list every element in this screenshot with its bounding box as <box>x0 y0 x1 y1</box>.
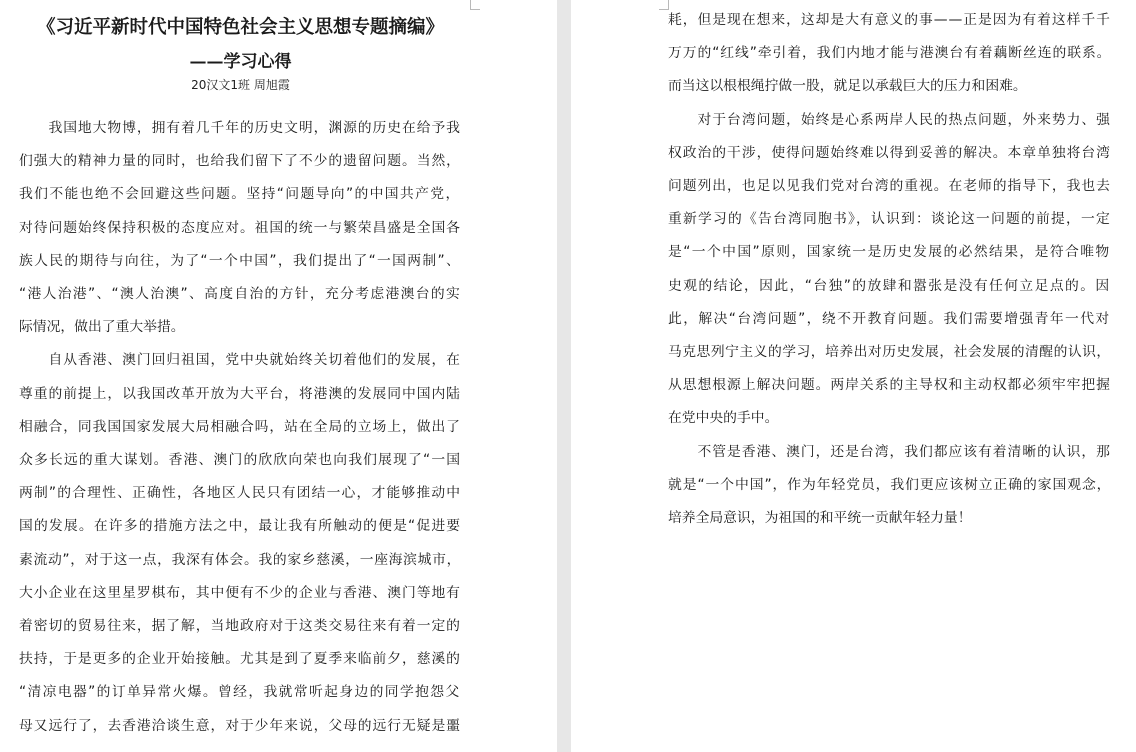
text-line: 大小企业在这里星罗棋布，其中便有不少的企业与香港、澳门等地有 <box>19 584 461 601</box>
text-line: 是“一个中国”原则，国家统一是历史发展的必然结果，是符合唯物 <box>668 244 1111 261</box>
text-line: 问题列出，也足以见我们党对台湾的重视。在老师的指导下，我也去 <box>668 178 1111 194</box>
text-line: 在党中央的手中。 <box>668 410 779 427</box>
text-line: 而当这以根根绳拧做一股，就足以承载巨大的压力和困难。 <box>668 78 1027 95</box>
text-line: 众多长远的重大谋划。香港、澳门的欣欣向荣也向我们展现了“一国 <box>19 452 461 468</box>
text-line: 此，解决“台湾问题”，绕不开教育问题。我们需要增强青年一代对 <box>668 310 1111 327</box>
text-line: 万万的“红线”牵引着，我们内地才能与港澳台有着藕断丝连的联系。 <box>668 45 1111 62</box>
text-line: 际情况，做出了重大举措。 <box>19 319 185 336</box>
document-title: 《习近平新时代中国特色社会主义思想专题摘编》 <box>36 17 444 38</box>
text-line: 相融合，同我国国家发展大局相融合吗，站在全局的立场上，做出了 <box>19 418 461 435</box>
text-line: 重新学习的《告台湾同胞书》，认识到：谈论这一问题的前提，一定 <box>668 211 1111 228</box>
text-line: 对待问题始终保持积极的态度应对。祖国的统一与繁荣昌盛是全国各 <box>19 219 461 236</box>
text-line: 母又远行了，去香港洽谈生意，对于少年来说，父母的远行无疑是噩 <box>19 717 461 734</box>
text-line: 我们不能也绝不会回避这些问题。坚持“问题导向”的中国共产党， <box>19 186 461 203</box>
text-line: 史观的结论，因此，“台独”的放肆和嚣张是没有任何立足点的。因 <box>668 277 1111 294</box>
page-corner-mark <box>659 0 669 10</box>
text-line: 培养全局意识，为祖国的和平统一贡献年轻力量！ <box>668 510 972 526</box>
text-line: “港人治港”、“澳人治澳”、高度自治的方针，充分考虑港澳台的实 <box>19 286 461 302</box>
text-line: 着密切的贸易往来，据了解，当地政府对于这类交易往来有着一定的 <box>19 618 461 634</box>
text-line: 两制”的合理性、正确性，各地区人民只有团结一心，才能够推动中 <box>19 485 461 502</box>
text-line: 不管是香港、澳门，还是台湾，我们都应该有着清晰的认识，那 <box>668 443 1111 460</box>
text-line: 自从香港、澳门回归祖国，党中央就始终关切着他们的发展，在 <box>19 352 461 369</box>
text-line: 马克思列宁主义的学习，培养出对历史发展，社会发展的清醒的认识， <box>668 344 1111 360</box>
text-line: 耗，但是现在想来，这却是大有意义的事——正是因为有着这样千千 <box>668 12 1111 28</box>
text-line: 尊重的前提上，以我国改革开放为大平台，将港澳的发展同中国内陆 <box>19 385 461 402</box>
text-line: “清凉电器”的订单异常火爆。曾经，我就常听起身边的同学抱怨父 <box>19 684 461 701</box>
text-line: 权政治的干涉，使得问题始终难以得到妥善的解决。本章单独将台湾 <box>668 144 1111 161</box>
page-corner-mark <box>470 0 480 10</box>
document-subtitle: ——学习心得 <box>189 52 292 72</box>
document-author: 20汉文1班 周旭霞 <box>191 78 290 92</box>
text-line: 就是“一个中国”，作为年轻党员，我们更应该树立正确的家国观念， <box>668 476 1111 493</box>
text-line: 族人民的期待与向往，为了“一个中国”，我们提出了“一国两制”、 <box>19 252 461 269</box>
text-line: 扶持，于是更多的企业开始接触。尤其是到了夏季来临前夕，慈溪的 <box>19 651 461 668</box>
document-page-left <box>0 0 557 752</box>
text-line: 国的发展。在许多的措施方法之中，最让我有所触动的便是“促进要 <box>19 518 461 535</box>
text-line: 素流动”，对于这一点，我深有体会。我的家乡慈溪，一座海滨城市， <box>19 551 461 568</box>
text-line: 对于台湾问题，始终是心系两岸人民的热点问题，外来势力、强 <box>668 111 1111 128</box>
document-page-right <box>571 0 1136 752</box>
text-line: 们强大的精神力量的同时，也给我们留下了不少的遗留问题。当然， <box>19 153 461 170</box>
text-line: 我国地大物博，拥有着几千年的历史文明，渊源的历史在给予我 <box>19 120 461 136</box>
text-line: 从思想根源上解决问题。两岸关系的主导权和主动权都必须牢牢把握 <box>668 377 1111 394</box>
